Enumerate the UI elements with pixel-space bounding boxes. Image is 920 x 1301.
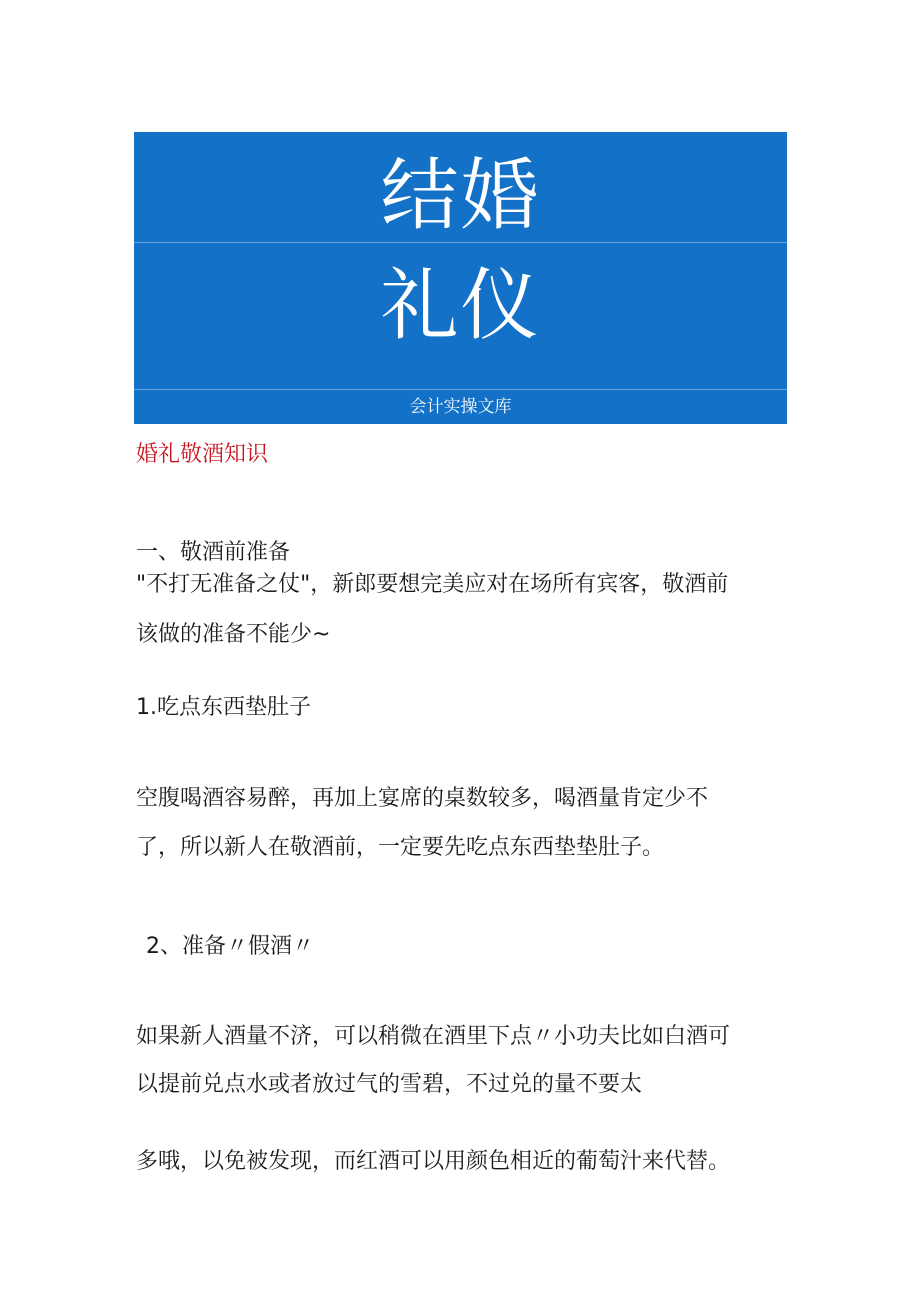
item-title: 2、准备〃假酒〃: [146, 934, 314, 959]
cover-banner: [134, 132, 787, 424]
section-title: 一、敬酒前准备: [136, 540, 291, 565]
paragraph-line: 多哦，以免被发现，而红酒可以用颜色相近的葡萄汁来代替。: [136, 1149, 731, 1174]
cover-subtitle: 会计实操文库: [409, 397, 512, 417]
paragraph-line: 了，所以新人在敬酒前，一定要先吃点东西垫垫肚子。: [136, 835, 665, 860]
paragraph-line: 该做的准备不能少~: [136, 622, 331, 647]
paragraph-line: 以提前兑点水或者放过气的雪碧，不过兑的量不要太: [136, 1072, 643, 1097]
item-title: 1.吃点东西垫肚子: [136, 695, 311, 720]
paragraph-line: 空腹喝酒容易醉，再加上宴席的桌数较多，喝酒量肯定少不: [136, 786, 709, 811]
article-heading: 婚礼敬酒知识: [136, 442, 269, 467]
cover-title-line2: 礼仪: [380, 261, 541, 351]
paragraph-line: "不打无准备之仗"，新郎要想完美应对在场所有宾客，敬酒前: [136, 572, 729, 597]
cover-title-line1: 结婚: [380, 151, 541, 241]
paragraph-line: 如果新人酒量不济，可以稍微在酒里下点〃小功夫比如白酒可: [136, 1024, 731, 1049]
